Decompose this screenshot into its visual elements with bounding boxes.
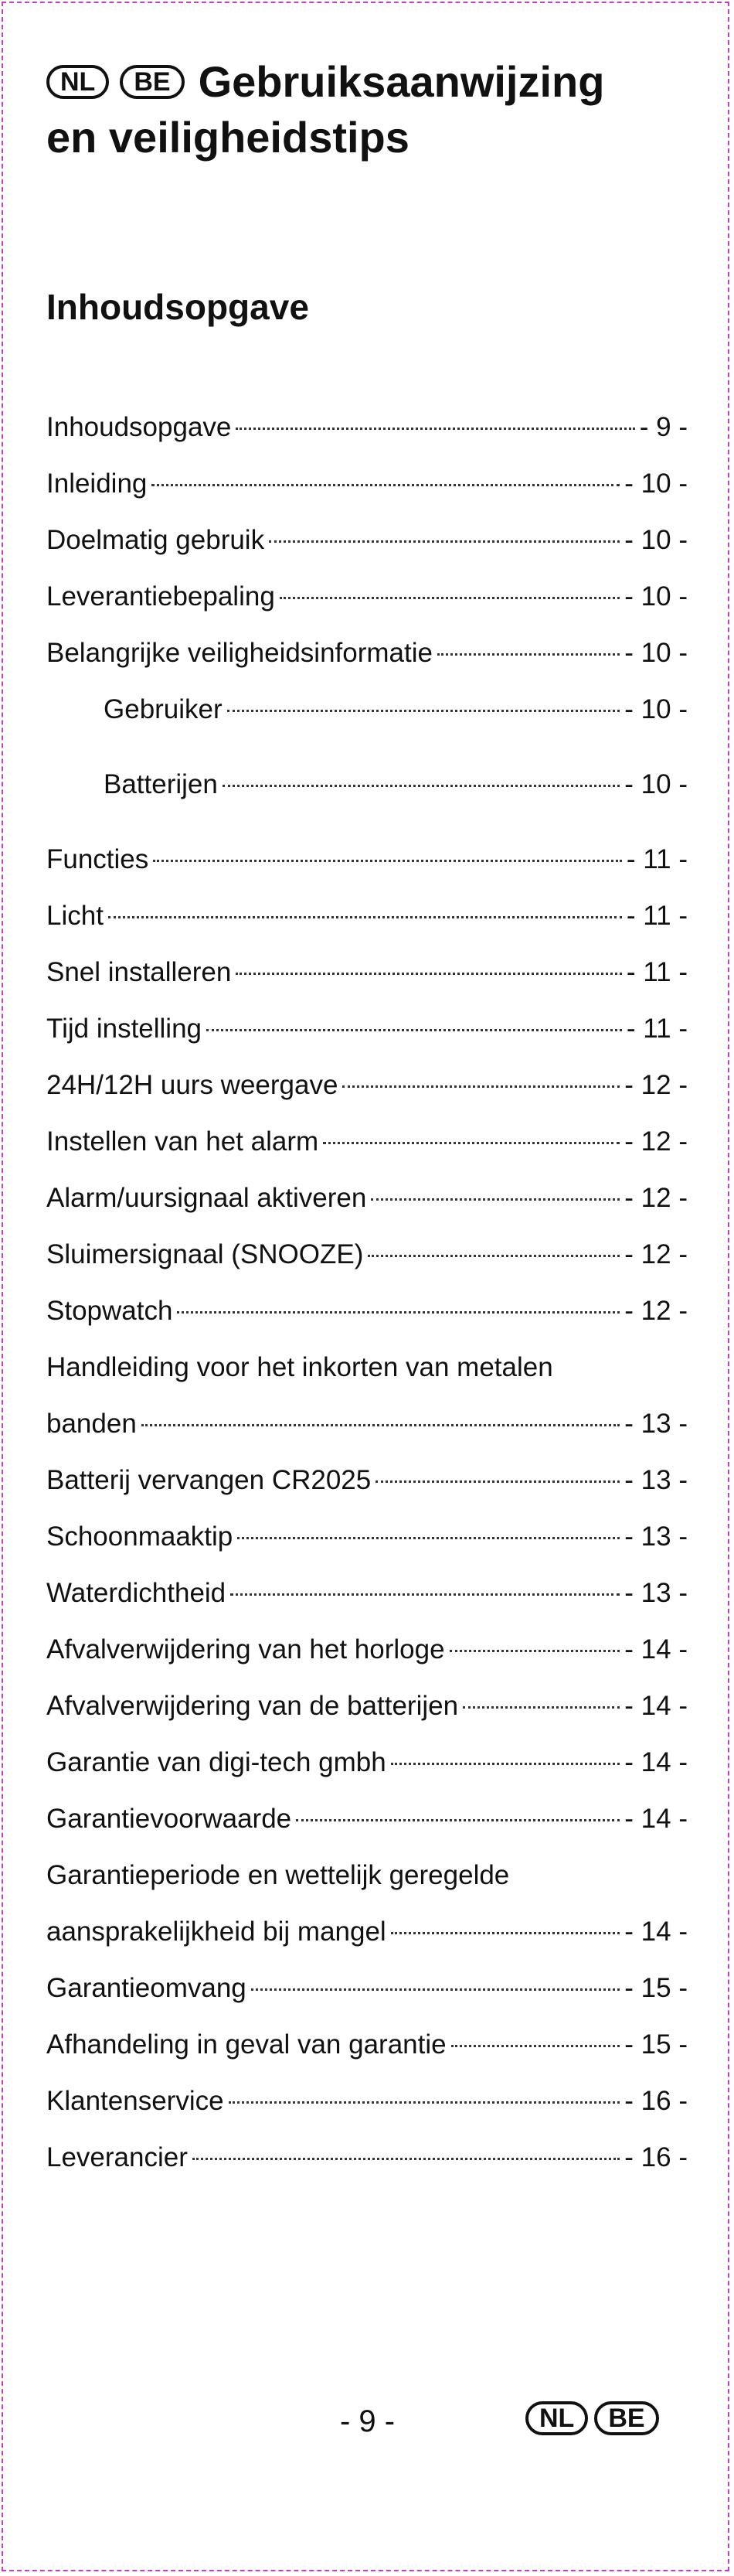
dot-leader xyxy=(269,540,620,543)
toc-label: Alarm/uursignaal aktiveren xyxy=(46,1183,367,1213)
dot-leader xyxy=(227,710,620,712)
table-of-contents xyxy=(46,410,688,2196)
toc-entry[interactable] xyxy=(46,1632,688,1688)
toc-page: - 12 - xyxy=(624,1183,688,1213)
toc-label: aansprakelijkheid bij mangel xyxy=(46,1917,386,1947)
toc-entry[interactable] xyxy=(46,523,688,579)
toc-entry[interactable] xyxy=(46,2084,688,2140)
toc-entry[interactable] xyxy=(46,1801,688,1858)
dot-leader xyxy=(230,1593,620,1596)
toc-page: - 11 - xyxy=(626,901,688,931)
dot-leader xyxy=(108,916,622,918)
dot-leader xyxy=(141,1424,620,1426)
toc-entry[interactable] xyxy=(46,1068,688,1124)
toc-label: Leverantiebepaling xyxy=(46,581,275,612)
toc-page: - 11 - xyxy=(626,957,688,987)
toc-page: - 11 - xyxy=(626,1014,688,1044)
language-badge-nl: NL xyxy=(525,2401,588,2435)
toc-entry[interactable] xyxy=(46,1463,688,1519)
dot-leader xyxy=(368,1255,620,1257)
toc-page: - 10 - xyxy=(624,469,688,499)
toc-label: Klantenservice xyxy=(46,2086,224,2116)
dot-leader xyxy=(251,1988,620,1991)
title-line-1 xyxy=(46,54,695,110)
toc-label: Waterdichtheid xyxy=(46,1578,226,1608)
toc-label: Garantievoorwaarde xyxy=(46,1804,292,1834)
toc-entry[interactable] xyxy=(46,2140,688,2196)
toc-label: Afvalverwijdering van de batterijen xyxy=(46,1691,459,1721)
toc-entry-first-line[interactable] xyxy=(46,1350,688,1406)
toc-page: - 14 - xyxy=(624,1691,688,1721)
toc-subentry[interactable] xyxy=(46,767,688,842)
toc-page: - 14 - xyxy=(624,1917,688,1947)
toc-label: Doelmatig gebruik xyxy=(46,525,265,555)
dot-leader xyxy=(151,484,620,486)
dot-leader xyxy=(177,1311,620,1314)
toc-page: - 10 - xyxy=(624,638,688,668)
toc-label: Garantieomvang xyxy=(46,1973,246,2003)
toc-page: - 14 - xyxy=(624,1747,688,1777)
toc-page: - 13 - xyxy=(624,1465,688,1495)
toc-entry[interactable] xyxy=(46,1576,688,1632)
dot-leader xyxy=(371,1198,620,1201)
toc-page: - 12 - xyxy=(624,1070,688,1100)
dot-leader xyxy=(451,2045,620,2047)
toc-label: banden xyxy=(46,1409,137,1439)
toc-label: Snel installeren xyxy=(46,957,232,987)
toc-entry[interactable] xyxy=(46,579,688,635)
dot-leader xyxy=(223,785,620,787)
toc-entry[interactable] xyxy=(46,1688,688,1745)
toc-entry[interactable] xyxy=(46,410,688,466)
toc-label: 24H/12H uurs weergave xyxy=(46,1070,338,1100)
toc-label: Gebruiker xyxy=(104,694,223,724)
language-badge-be: BE xyxy=(120,65,184,99)
dot-leader xyxy=(237,1537,620,1539)
toc-label: Garantieperiode en wettelijk geregelde xyxy=(46,1860,510,1890)
toc-page: - 11 - xyxy=(626,844,688,874)
toc-page: - 10 - xyxy=(624,769,688,799)
toc-entry[interactable] xyxy=(46,2027,688,2084)
toc-entry[interactable] xyxy=(46,1519,688,1576)
toc-label: Handleiding voor het inkorten van metalen xyxy=(46,1352,553,1382)
toc-page: - 16 - xyxy=(624,2086,688,2116)
toc-entry[interactable] xyxy=(46,1011,688,1068)
dot-leader xyxy=(206,1029,622,1031)
dot-leader xyxy=(463,1706,620,1709)
dot-leader xyxy=(323,1142,620,1144)
toc-label: Afvalverwijdering van het horloge xyxy=(46,1634,445,1665)
toc-page: - 15 - xyxy=(624,2029,688,2060)
dot-leader xyxy=(450,1650,620,1652)
dot-leader xyxy=(391,1763,620,1765)
toc-label: Belangrijke veiligheidsinformatie xyxy=(46,638,433,668)
page-number: - 9 - xyxy=(340,2404,396,2438)
dot-leader xyxy=(437,653,620,656)
toc-entry[interactable] xyxy=(46,1181,688,1237)
language-badge-nl: NL xyxy=(46,65,109,99)
toc-entry[interactable] xyxy=(46,1237,688,1293)
dot-leader xyxy=(280,597,620,599)
toc-label: Sluimersignaal (SNOOZE) xyxy=(46,1239,364,1269)
dot-leader xyxy=(192,2158,620,2160)
language-badge-be: BE xyxy=(594,2401,658,2435)
toc-entry-first-line[interactable] xyxy=(46,1858,688,1914)
footer-language-badges xyxy=(525,2401,665,2435)
dot-leader xyxy=(296,1819,620,1821)
toc-label: Garantie van digi-tech gmbh xyxy=(46,1747,386,1777)
toc-entry[interactable] xyxy=(46,1745,688,1801)
document-title-line1: Gebruiksaanwijzing xyxy=(198,57,605,106)
toc-page: - 14 - xyxy=(624,1634,688,1665)
toc-page: - 13 - xyxy=(624,1578,688,1608)
toc-label: Leverancier xyxy=(46,2142,188,2172)
document-title-line2: en veiligheidstips xyxy=(46,113,409,162)
toc-entry[interactable] xyxy=(46,1124,688,1181)
toc-label: Inleiding xyxy=(46,469,148,499)
toc-entry[interactable] xyxy=(46,1971,688,2027)
toc-label: Batterij vervangen CR2025 xyxy=(46,1465,372,1495)
toc-page: - 12 - xyxy=(624,1239,688,1269)
toc-page: - 13 - xyxy=(624,1409,688,1439)
toc-page: - 13 - xyxy=(624,1521,688,1552)
toc-entry[interactable] xyxy=(46,466,688,523)
dot-leader xyxy=(342,1085,620,1088)
toc-label: Inhoudsopgave xyxy=(46,412,232,442)
dot-leader xyxy=(153,860,622,862)
dot-leader xyxy=(236,428,634,430)
toc-page: - 10 - xyxy=(624,581,688,612)
toc-entry[interactable] xyxy=(46,1406,688,1463)
section-heading: Inhoudsopgave xyxy=(46,287,309,327)
toc-page: - 16 - xyxy=(624,2142,688,2172)
toc-label: Batterijen xyxy=(104,769,218,799)
toc-label: Tijd instelling xyxy=(46,1014,202,1044)
toc-page: - 10 - xyxy=(624,525,688,555)
toc-entry[interactable] xyxy=(46,955,688,1011)
toc-page: - 10 - xyxy=(624,694,688,724)
toc-page: - 15 - xyxy=(624,1973,688,2003)
toc-page: - 9 - xyxy=(639,412,688,442)
document-header xyxy=(46,54,695,165)
toc-label: Afhandeling in geval van garantie xyxy=(46,2029,447,2060)
toc-entry[interactable] xyxy=(46,898,688,955)
toc-entry[interactable] xyxy=(46,1914,688,1971)
toc-label: Instellen van het alarm xyxy=(46,1126,319,1157)
dot-leader xyxy=(391,1932,620,1934)
toc-entry[interactable] xyxy=(46,1293,688,1350)
toc-entry[interactable] xyxy=(46,842,688,898)
toc-label: Schoonmaaktip xyxy=(46,1521,233,1552)
dot-leader xyxy=(229,2101,620,2104)
toc-label: Functies xyxy=(46,844,149,874)
toc-page: - 12 - xyxy=(624,1126,688,1157)
toc-page: - 14 - xyxy=(624,1804,688,1834)
toc-label: Stopwatch xyxy=(46,1296,173,1326)
dot-leader xyxy=(236,973,622,975)
toc-page: - 12 - xyxy=(624,1296,688,1326)
dot-leader xyxy=(375,1481,620,1483)
toc-label: Licht xyxy=(46,901,104,931)
toc-entry[interactable] xyxy=(46,635,688,692)
toc-subentry[interactable] xyxy=(46,692,688,767)
